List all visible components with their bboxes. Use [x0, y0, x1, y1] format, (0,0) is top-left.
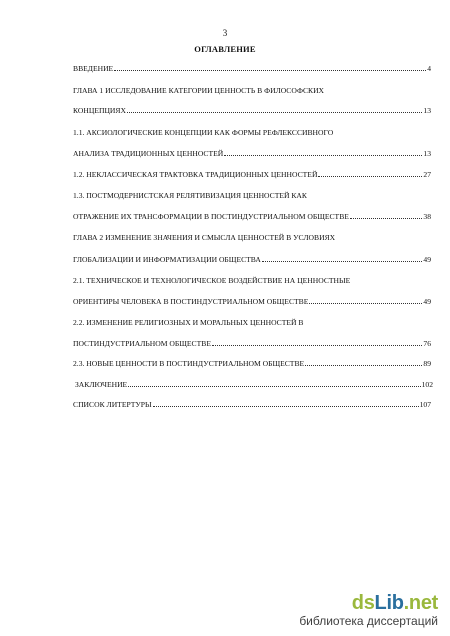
toc-entry-page: 49 — [423, 297, 431, 306]
toc-entry-text: ПОСТИНДУСТРИАЛЬНОМ ОБЩЕСТВЕ — [73, 339, 211, 348]
toc-entry-2-3 — [73, 359, 431, 368]
toc-entry-text: СПИСОК ЛИТЕРТУРЫ — [73, 400, 152, 409]
toc-entry-page: 4 — [427, 64, 431, 73]
dot-leader — [153, 405, 419, 407]
toc-entry-text: ГЛАВА 1 ИССЛЕДОВАНИЕ КАТЕГОРИИ ЦЕННОСТЬ В ФИЛОСОФСКИХ — [73, 86, 325, 95]
dot-leader — [350, 217, 423, 219]
toc-entry-text: 2.1. ТЕХНИЧЕСКОЕ И ТЕХНОЛОГИЧЕСКОЕ ВОЗДЕЙСТВИЕ НА ЦЕННОСТНЫЕ — [73, 276, 351, 285]
toc-entry-text: 1.2. НЕКЛАССИЧЕСКАЯ ТРАКТОВКА ТРАДИЦИОННЫХ ЦЕННОСТЕЙ — [73, 170, 318, 179]
toc-entry-chapter2-line1 — [73, 233, 431, 242]
toc-entry-text: 2.2. ИЗМЕНЕНИЕ РЕЛИГИОЗНЫХ И МОРАЛЬНЫХ ЦЕННОСТЕЙ В — [73, 318, 304, 327]
toc-entry-text: КОНЦЕПЦИЯХ — [73, 106, 126, 115]
toc-entry-text: ВВЕДЕНИЕ — [73, 64, 114, 73]
toc-entry-2-1-line1 — [73, 276, 431, 285]
toc-entry-text: ОРИЕНТИРЫ ЧЕЛОВЕКА В ПОСТИНДУСТРИАЛЬНОМ ОБЩЕСТВЕ — [73, 297, 309, 306]
toc-entry-page: 107 — [419, 400, 431, 409]
dot-leader — [224, 154, 422, 156]
logo-lib: Lib — [374, 592, 404, 614]
page-number: 3 — [222, 28, 228, 38]
logo-net: .net — [403, 592, 438, 614]
toc-entry-text: 1.1. АКСИОЛОГИЧЕСКИЕ КОНЦЕПЦИИ КАК ФОРМЫ РЕФЛЕКССИВНОГО — [73, 128, 334, 137]
toc-title: ОГЛАВЛЕНИЕ — [194, 44, 256, 54]
watermark-subtitle: библиотека диссертаций — [299, 614, 438, 628]
toc-entry-2-2-line2 — [73, 339, 431, 348]
dot-leader — [309, 302, 422, 304]
toc-entry-introduction — [73, 64, 431, 73]
toc-entry-page: 13 — [423, 106, 431, 115]
toc-entry-page: 49 — [423, 255, 431, 264]
toc-entry-text: АНАЛИЗА ТРАДИЦИОННЫХ ЦЕННОСТЕЙ — [73, 149, 224, 158]
toc-entry-1-1-line1 — [73, 128, 431, 137]
toc-entry-page: 27 — [423, 170, 431, 179]
dot-leader — [114, 69, 426, 71]
toc-entry-chapter2-line2 — [73, 255, 431, 264]
logo-ds: ds — [351, 592, 375, 614]
dot-leader — [262, 260, 423, 262]
toc-entry-1-1-line2 — [73, 149, 431, 158]
dot-leader — [318, 175, 422, 177]
toc-entry-chapter1-line2 — [73, 106, 431, 115]
dot-leader — [128, 385, 420, 387]
toc-entry-1-2 — [73, 170, 431, 179]
dot-leader — [305, 364, 422, 366]
toc-entry-page: 76 — [423, 339, 431, 348]
toc-entry-references — [73, 400, 431, 409]
toc-entry-text: ГЛОБАЛИЗАЦИИ И ИНФОРМАТИЗАЦИИ ОБЩЕСТВА — [73, 255, 261, 264]
toc-entry-1-3-line2 — [73, 212, 431, 221]
dot-leader — [127, 111, 422, 113]
toc-entry-conclusion — [73, 380, 433, 389]
toc-entry-2-1-line2 — [73, 297, 431, 306]
dslib-watermark — [299, 592, 438, 628]
toc-entry-page: 38 — [423, 212, 431, 221]
toc-entry-text: ГЛАВА 2 ИЗМЕНЕНИЕ ЗНАЧЕНИЯ И СМЫСЛА ЦЕННОСТЕЙ В УСЛОВИЯХ — [73, 233, 336, 242]
toc-entry-text: 2.3. НОВЫЕ ЦЕННОСТИ В ПОСТИНДУСТРИАЛЬНОМ ОБЩЕСТВЕ — [73, 359, 305, 368]
toc-entry-page: 102 — [421, 380, 433, 389]
toc-entry-text: 1.3. ПОСТМОДЕРНИСТСКАЯ РЕЛЯТИВИЗАЦИЯ ЦЕННОСТЕЙ КАК — [73, 191, 307, 200]
dslib-logo — [299, 592, 438, 614]
toc-entry-2-2-line1 — [73, 318, 431, 327]
toc-entry-text: ОТРАЖЕНИЕ ИХ ТРАНСФОРМАЦИИ В ПОСТИНДУСТРИАЛЬНОМ ОБЩЕСТВЕ — [73, 212, 349, 221]
toc-entry-1-3-line1 — [73, 191, 431, 200]
toc-entry-text: ЗАКЛЮЧЕНИЕ — [75, 380, 128, 389]
toc-entry-chapter1-line1 — [73, 86, 431, 95]
toc-entry-page: 13 — [423, 149, 431, 158]
toc-entry-page: 89 — [423, 359, 431, 368]
dot-leader — [212, 344, 422, 346]
